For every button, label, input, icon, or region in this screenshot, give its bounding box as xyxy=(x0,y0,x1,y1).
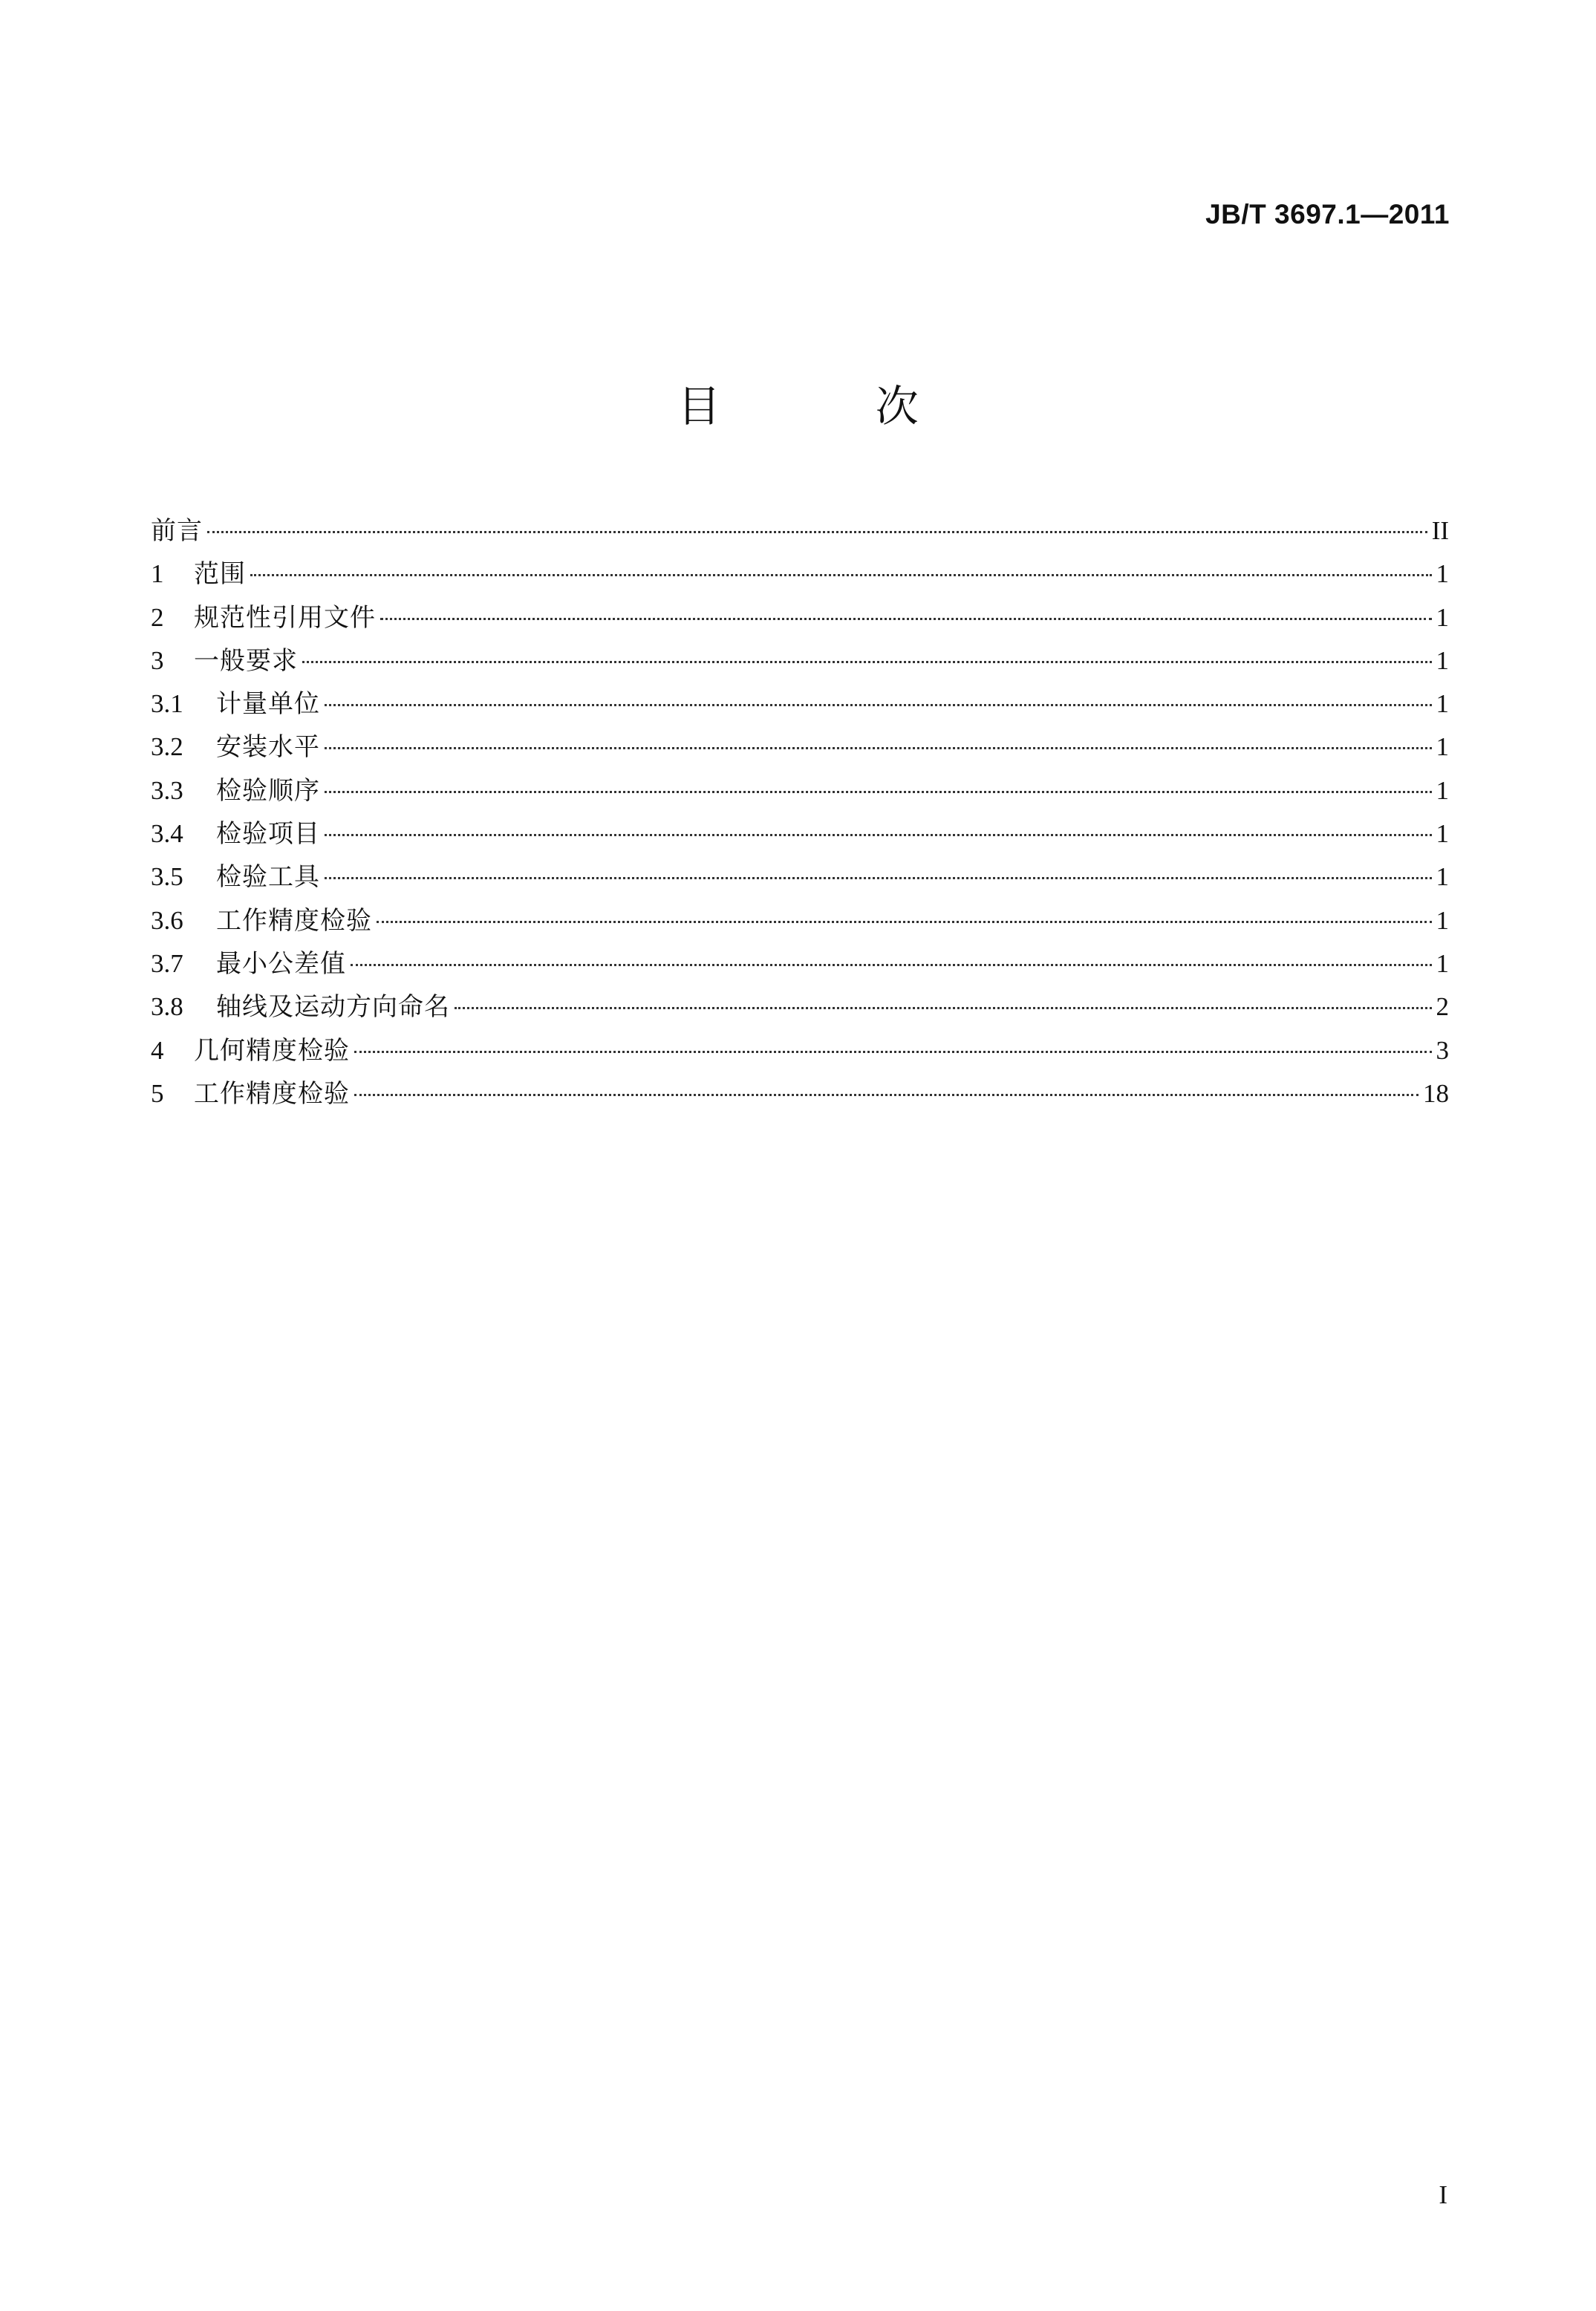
toc-entry-page: 1 xyxy=(1436,732,1449,762)
toc-entry[interactable] xyxy=(151,1072,1449,1115)
toc-entry-number: 3.7 xyxy=(151,948,183,978)
toc-dot-leader xyxy=(377,921,1432,923)
toc-entry-page: 1 xyxy=(1436,948,1449,978)
toc-entry-title: 检验顺序 xyxy=(216,775,320,806)
toc-dot-leader xyxy=(325,747,1432,749)
toc-entry-page: II xyxy=(1431,516,1449,545)
toc-entry[interactable] xyxy=(151,682,1449,726)
toc-entry[interactable] xyxy=(151,596,1449,639)
toc-entry-page: 2 xyxy=(1436,992,1449,1022)
toc-entry[interactable] xyxy=(151,509,1449,553)
toc-dot-leader xyxy=(325,704,1432,706)
toc-entry-page: 1 xyxy=(1436,775,1449,805)
toc-entry[interactable] xyxy=(151,769,1449,812)
toc-entry-title: 轴线及运动方向命名 xyxy=(216,992,450,1023)
toc-entry-title: 工作精度检验 xyxy=(194,1078,350,1109)
toc-entry[interactable] xyxy=(151,899,1449,942)
toc-entry-page: 1 xyxy=(1436,862,1449,892)
toc-entry-title: 范围 xyxy=(194,559,246,590)
toc-entry-page: 1 xyxy=(1436,645,1449,675)
toc-entry-page: 1 xyxy=(1436,689,1449,719)
toc-entry-title: 计量单位 xyxy=(216,689,320,720)
toc-entry-page: 1 xyxy=(1436,905,1449,935)
toc-entry[interactable] xyxy=(151,553,1449,596)
toc-entry-title: 前言 xyxy=(151,516,203,546)
toc-entry-title: 检验工具 xyxy=(216,862,320,893)
toc-entry-title: 几何精度检验 xyxy=(194,1035,350,1066)
toc-entry-number: 3 xyxy=(151,645,164,675)
toc-dot-leader xyxy=(354,1051,1432,1053)
toc-entry-number: 3.5 xyxy=(151,862,183,892)
toc-entry[interactable] xyxy=(151,812,1449,855)
toc-dot-leader xyxy=(325,877,1432,879)
toc-entry-title: 检验项目 xyxy=(216,819,320,850)
toc-entry[interactable] xyxy=(151,639,1449,682)
toc-entry-title: 工作精度检验 xyxy=(216,905,372,936)
toc-dot-leader xyxy=(354,1094,1419,1096)
toc-entry[interactable] xyxy=(151,1029,1449,1072)
toc-entry-number: 5 xyxy=(151,1078,164,1108)
toc-entry[interactable] xyxy=(151,855,1449,899)
toc-entry-number: 3.6 xyxy=(151,905,183,935)
toc-dot-leader xyxy=(325,834,1432,836)
toc-dot-leader xyxy=(455,1007,1432,1009)
toc-entry-title: 一般要求 xyxy=(194,645,298,676)
toc-entry-page: 18 xyxy=(1423,1078,1449,1108)
toc-entry-number: 1 xyxy=(151,559,164,589)
table-of-contents xyxy=(151,509,1449,1115)
toc-entry-page: 3 xyxy=(1436,1035,1449,1065)
toc-entry-number: 3.3 xyxy=(151,775,183,805)
toc-entry-page: 1 xyxy=(1436,602,1449,632)
standard-code: JB/T 3697.1—2011 xyxy=(1205,199,1450,229)
toc-entry-number: 3.1 xyxy=(151,689,183,719)
toc-entry[interactable] xyxy=(151,985,1449,1029)
page-title: 目 次 xyxy=(677,381,989,431)
toc-dot-leader xyxy=(380,618,1432,620)
toc-dot-leader xyxy=(325,791,1432,793)
toc-entry-title: 规范性引用文件 xyxy=(194,602,376,633)
toc-entry-number: 2 xyxy=(151,602,164,632)
toc-entry[interactable] xyxy=(151,726,1449,769)
toc-entry-number: 4 xyxy=(151,1035,164,1065)
toc-dot-leader xyxy=(302,661,1432,663)
toc-dot-leader xyxy=(207,531,1427,533)
toc-entry-title: 最小公差值 xyxy=(216,948,346,979)
toc-entry-page: 1 xyxy=(1436,819,1449,849)
toc-entry-number: 3.4 xyxy=(151,819,183,849)
page-number: I xyxy=(1439,2180,1447,2209)
toc-entry-title: 安装水平 xyxy=(216,732,320,763)
toc-dot-leader xyxy=(351,964,1432,966)
toc-entry-number: 3.2 xyxy=(151,732,183,762)
toc-entry-page: 1 xyxy=(1436,559,1449,589)
toc-entry-number: 3.8 xyxy=(151,992,183,1022)
toc-entry[interactable] xyxy=(151,942,1449,985)
toc-dot-leader xyxy=(250,574,1432,576)
